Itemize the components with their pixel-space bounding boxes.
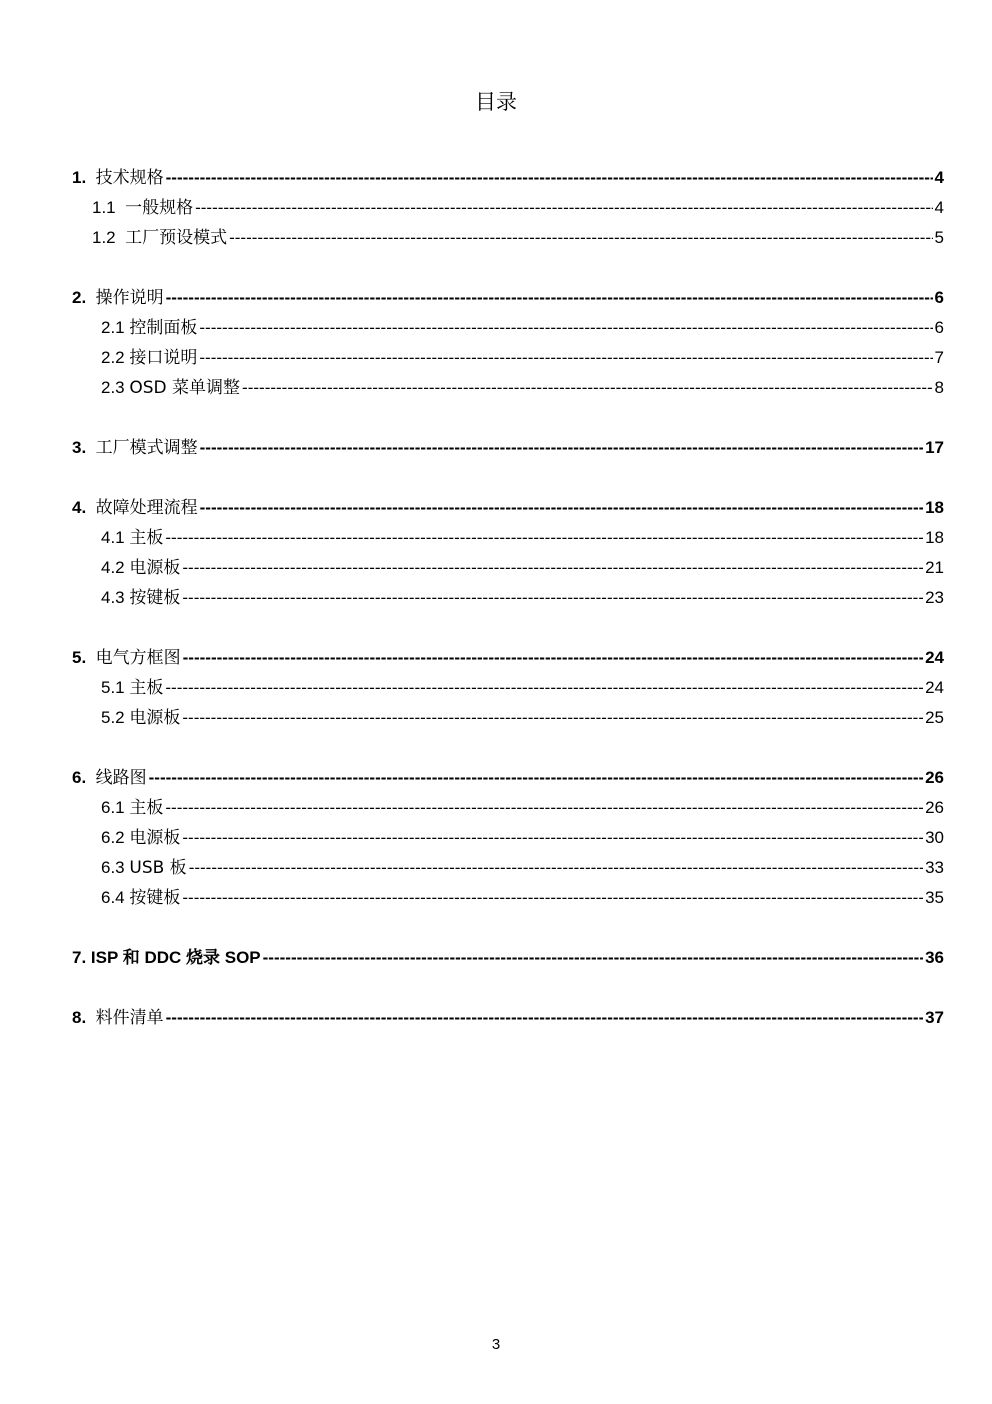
toc-section [72, 643, 944, 733]
toc-leader-dots [199, 313, 932, 343]
toc-entry-sub[interactable] [72, 673, 944, 703]
toc-entry-page: 7 [934, 348, 944, 367]
toc-entry-page: 24 [925, 648, 944, 667]
toc-leader-dots [199, 343, 932, 373]
toc-leader-dots [166, 283, 933, 313]
toc-section [72, 493, 944, 613]
toc-entry-number: 5.1 [101, 678, 125, 697]
toc-entry-sub[interactable] [72, 703, 944, 733]
toc-entry-title: ISP 和 DDC 烧录 SOP [90, 948, 261, 967]
toc-entry-label [72, 1003, 164, 1033]
toc-entry-main[interactable] [72, 493, 944, 523]
toc-entry-title: 一般规格 [125, 198, 194, 218]
toc-entry-sub[interactable] [72, 343, 944, 373]
page-number: 3 [491, 1336, 501, 1353]
toc-entry-page: 6 [934, 318, 944, 337]
toc-entry-title: 工厂模式调整 [95, 438, 198, 458]
toc-entry-sub[interactable] [72, 523, 944, 553]
toc-entry-page: 25 [925, 708, 944, 727]
toc-entry-sub[interactable] [72, 373, 944, 403]
toc-entry-number: 6.1 [101, 798, 125, 817]
toc-entry-page: 21 [925, 558, 944, 577]
toc-entry-label [101, 823, 180, 853]
toc-leader-dots [166, 1003, 923, 1033]
toc-entry-label [101, 703, 180, 733]
toc-section [72, 433, 944, 463]
toc-entry-page: 17 [925, 438, 944, 457]
toc-entry-sub[interactable] [72, 823, 944, 853]
toc-leader-dots [263, 943, 923, 973]
toc-entry-number: 7. [72, 948, 87, 967]
toc-entry-sub[interactable] [72, 883, 944, 913]
toc-entry-title: 主板 [129, 528, 164, 548]
toc-entry-main[interactable] [72, 943, 944, 973]
toc-entry-sub[interactable] [72, 583, 944, 613]
toc-entry-page: 18 [925, 528, 944, 547]
toc-entry-number: 3. [72, 438, 87, 457]
toc-entry-number: 4.2 [101, 558, 125, 577]
toc-entry-number: 1.1 [92, 198, 116, 217]
toc-leader-dots [229, 223, 932, 253]
toc-entry-title: 料件清单 [95, 1008, 164, 1028]
toc-entry-title: 按键板 [129, 888, 181, 908]
toc-entry-label [101, 583, 180, 613]
toc-section [72, 1003, 944, 1033]
toc-entry-page: 26 [925, 768, 944, 787]
toc-entry-sub[interactable] [72, 223, 944, 253]
toc-entry-label [72, 763, 147, 793]
toc-entry-title: 工厂预设模式 [125, 228, 228, 248]
toc-entry-title: OSD 菜单调整 [129, 378, 241, 398]
toc-leader-dots [182, 883, 923, 913]
toc-leader-dots [189, 853, 923, 883]
toc-entry-number: 6.3 [101, 858, 125, 877]
toc-entry-title: 故障处理流程 [95, 498, 198, 518]
toc-entry-main[interactable] [72, 163, 944, 193]
toc-section [72, 763, 944, 913]
toc-entry-number: 4.3 [101, 588, 125, 607]
toc-entry-title: 电源板 [129, 708, 181, 728]
toc-entry-label [72, 163, 164, 193]
toc-entry-title: 电源板 [129, 558, 181, 578]
toc-entry-page: 4 [934, 168, 944, 187]
toc-entry-sub[interactable] [72, 853, 944, 883]
toc-entry-label [72, 433, 198, 463]
toc-entry-page: 8 [934, 378, 944, 397]
toc-entry-page: 23 [925, 588, 944, 607]
toc-entry-label [101, 553, 180, 583]
toc-entry-label [101, 343, 197, 373]
toc-entry-number: 1. [72, 168, 87, 187]
toc-entry-label [101, 523, 163, 553]
toc-entry-label [101, 793, 163, 823]
toc-section [72, 283, 944, 403]
toc-entry-page: 24 [925, 678, 944, 697]
toc-leader-dots [200, 433, 923, 463]
toc-entry-sub[interactable] [72, 793, 944, 823]
toc-entry-title: 按键板 [129, 588, 181, 608]
toc-entry-page: 26 [925, 798, 944, 817]
toc-entry-page: 5 [934, 228, 944, 247]
toc-entry-label [92, 223, 227, 253]
toc-entry-title: 操作说明 [95, 288, 164, 308]
toc-leader-dots [182, 583, 923, 613]
toc-leader-dots [182, 823, 923, 853]
toc-entry-label [101, 673, 163, 703]
table-of-contents [72, 163, 944, 1063]
toc-entry-sub[interactable] [72, 313, 944, 343]
toc-entry-title: 接口说明 [129, 348, 198, 368]
toc-entry-number: 2.2 [101, 348, 125, 367]
toc-entry-number: 2. [72, 288, 87, 307]
toc-entry-title: 控制面板 [129, 318, 198, 338]
toc-leader-dots [149, 763, 923, 793]
toc-entry-main[interactable] [72, 763, 944, 793]
toc-entry-label [72, 643, 181, 673]
toc-entry-number: 5. [72, 648, 87, 667]
toc-entry-page: 36 [925, 948, 944, 967]
toc-entry-title: 主板 [129, 798, 164, 818]
toc-entry-title: 技术规格 [95, 168, 164, 188]
toc-entry-number: 8. [72, 1008, 87, 1027]
toc-entry-label [101, 313, 197, 343]
toc-leader-dots [165, 523, 923, 553]
toc-leader-dots [165, 793, 923, 823]
toc-section [72, 943, 944, 973]
toc-leader-dots [165, 673, 923, 703]
toc-entry-label [72, 283, 164, 313]
toc-leader-dots [200, 493, 923, 523]
toc-entry-label [101, 883, 180, 913]
toc-leader-dots [183, 643, 923, 673]
toc-leader-dots [242, 373, 932, 403]
toc-entry-label [92, 193, 193, 223]
toc-entry-title: 线路图 [95, 768, 147, 788]
toc-leader-dots [195, 193, 932, 223]
page-title: 目录 [475, 90, 517, 114]
toc-entry-number: 6. [72, 768, 87, 787]
toc-entry-label [72, 493, 198, 523]
toc-entry-label [101, 373, 240, 403]
toc-entry-number: 4. [72, 498, 87, 517]
toc-entry-sub[interactable] [72, 193, 944, 223]
toc-section [72, 163, 944, 253]
toc-entry-page: 4 [934, 198, 944, 217]
toc-entry-number: 5.2 [101, 708, 125, 727]
toc-leader-dots [182, 703, 923, 733]
toc-entry-page: 37 [925, 1008, 944, 1027]
toc-entry-number: 2.1 [101, 318, 125, 337]
toc-entry-title: USB 板 [129, 858, 187, 878]
toc-entry-main[interactable] [72, 433, 944, 463]
toc-entry-main[interactable] [72, 283, 944, 313]
toc-entry-main[interactable] [72, 643, 944, 673]
toc-entry-page: 18 [925, 498, 944, 517]
toc-entry-page: 30 [925, 828, 944, 847]
toc-entry-number: 6.4 [101, 888, 125, 907]
toc-entry-title: 电气方框图 [95, 648, 181, 668]
toc-entry-page: 33 [925, 858, 944, 877]
toc-leader-dots [182, 553, 923, 583]
toc-entry-number: 1.2 [92, 228, 116, 247]
toc-entry-title: 电源板 [129, 828, 181, 848]
toc-entry-label [72, 943, 261, 973]
toc-entry-page: 35 [925, 888, 944, 907]
toc-entry-number: 6.2 [101, 828, 125, 847]
toc-leader-dots [166, 163, 933, 193]
toc-entry-sub[interactable] [72, 553, 944, 583]
toc-entry-page: 6 [934, 288, 944, 307]
toc-entry-number: 4.1 [101, 528, 125, 547]
toc-entry-number: 2.3 [101, 378, 125, 397]
toc-entry-label [101, 853, 187, 883]
toc-entry-title: 主板 [129, 678, 164, 698]
toc-entry-main[interactable] [72, 1003, 944, 1033]
